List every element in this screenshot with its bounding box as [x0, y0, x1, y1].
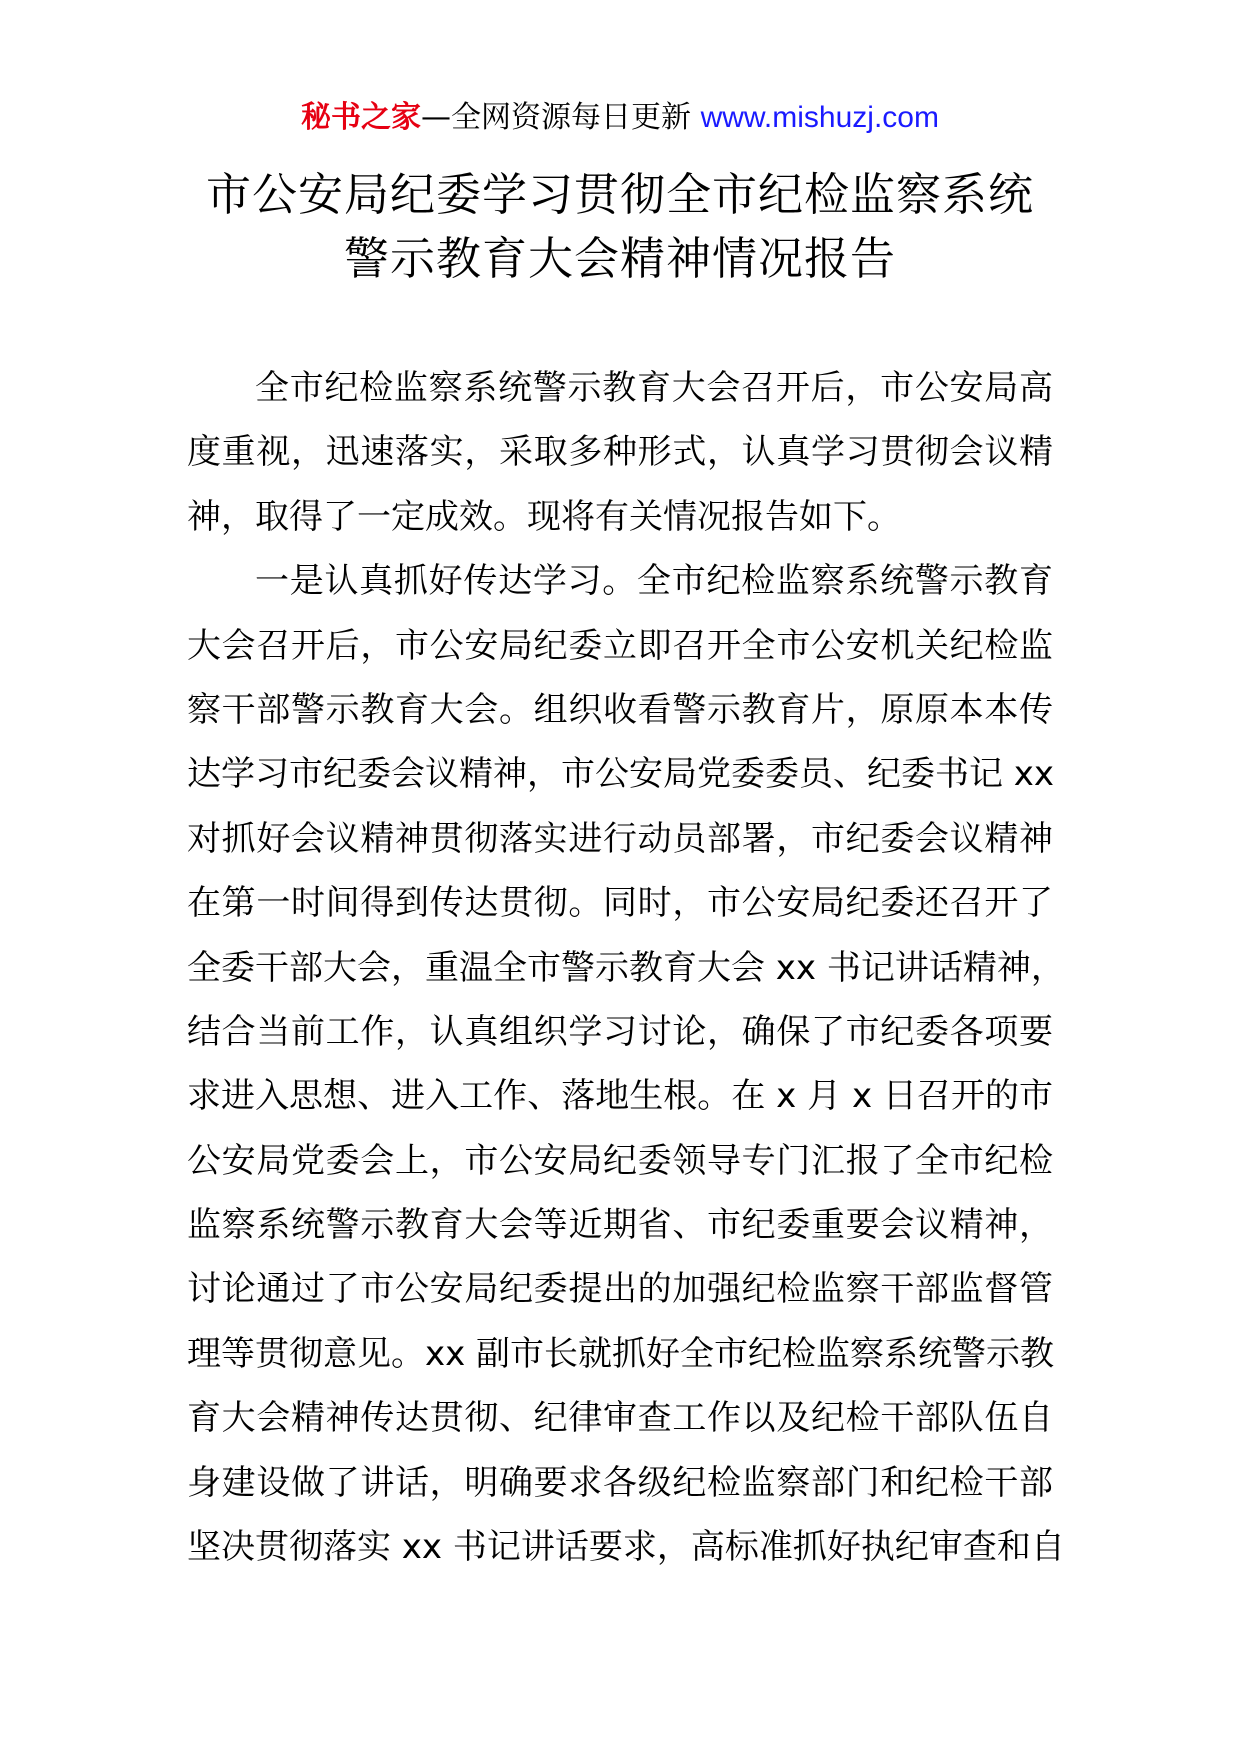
body-line: 大会召开后，市公安局纪委立即召开全市公安机关纪检监: [187, 625, 1053, 666]
body-line: 理等贯彻意见。xx 副市长就抓好全市纪检监察系统警示教: [187, 1333, 1055, 1374]
site-slogan: —全网资源每日更新: [421, 100, 692, 135]
body-line: 育大会精神传达贯彻、纪律审查工作以及纪检干部队伍自: [187, 1398, 1053, 1439]
title-line-1: 市公安局纪委学习贯彻全市纪检监察系统: [205, 168, 1034, 221]
document-body: [187, 356, 1065, 1579]
body-line: 公安局党委会上，市公安局纪委领导专门汇报了全市纪检: [187, 1140, 1053, 1181]
body-line: 坚决贯彻落实 xx 书记讲话要求，高标准抓好执纪审查和自: [187, 1527, 1065, 1568]
body-line: 一是认真抓好传达学习。全市纪检监察系统警示教育: [255, 561, 1053, 602]
body-line: 求进入思想、进入工作、落地生根。在 x 月 x 日召开的市: [187, 1076, 1053, 1117]
document-title: [0, 163, 1240, 291]
body-line: 结合当前工作，认真组织学习讨论，确保了市纪委各项要: [187, 1011, 1053, 1052]
body-line: 对抓好会议精神贯彻落实进行动员部署，市纪委会议精神: [187, 818, 1053, 859]
body-line: 达学习市纪委会议精神，市公安局党委委员、纪委书记 xx: [187, 754, 1055, 795]
body-line: 讨论通过了市公安局纪委提出的加强纪检监察干部监督管: [187, 1269, 1053, 1310]
body-line: 察干部警示教育大会。组织收看警示教育片，原原本本传: [187, 689, 1053, 730]
body-line: 全市纪检监察系统警示教育大会召开后，市公安局高: [255, 368, 1053, 408]
body-line: 全委干部大会，重温全市警示教育大会 xx 书记讲话精神，: [187, 947, 1065, 988]
site-banner: [0, 98, 1240, 138]
body-line: 度重视，迅速落实，采取多种形式，认真学习贯彻会议精: [187, 432, 1053, 473]
body-line: 神，取得了一定成效。现将有关情况报告如下。: [187, 496, 901, 537]
body-line: 监察系统警示教育大会等近期省、市纪委重要会议精神，: [187, 1205, 1053, 1246]
body-line: 在第一时间得到传达贯彻。同时，市公安局纪委还召开了: [187, 883, 1053, 924]
site-url-link[interactable]: www.mishuzj.com: [700, 101, 939, 134]
body-line: 身建设做了讲话，明确要求各级纪检监察部门和纪检干部: [187, 1462, 1053, 1503]
brand-name: 秘书之家: [301, 100, 422, 135]
title-line-2: 警示教育大会精神情况报告: [343, 232, 896, 285]
